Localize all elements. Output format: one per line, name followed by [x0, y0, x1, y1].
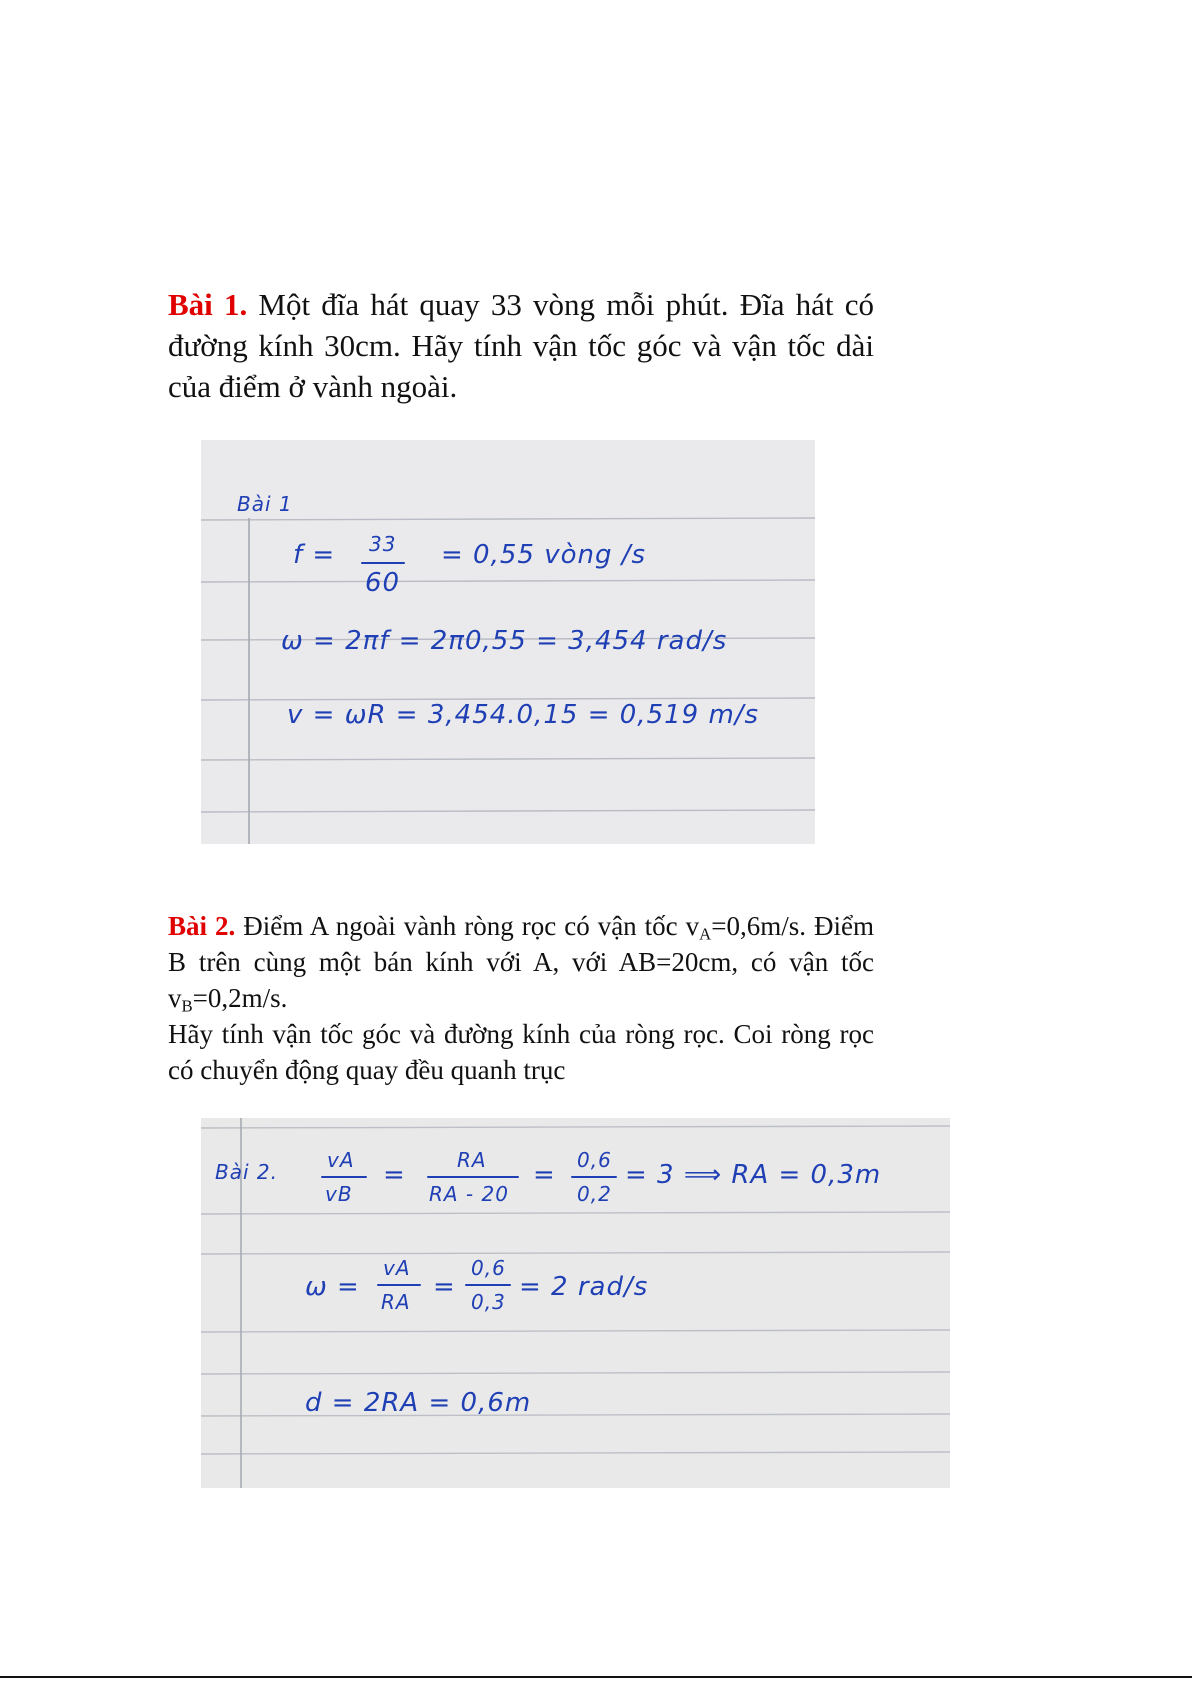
solution-1-omega-line: ω = 2πf = 2π0,55 = 3,454 rad/s — [281, 626, 728, 656]
problem-2-text-part-2: =0,6m/s. Điểm B trên cùng một bán kính với A, với AB=20cm, có vận tốc v — [168, 911, 874, 1013]
solution-1-f-rhs: = 0,55 vòng /s — [441, 540, 647, 570]
solution-1-heading: Bài 1 — [237, 492, 293, 516]
solution-2-omega-lhs: ω = — [305, 1272, 360, 1302]
solution-1-f-numerator: 33 — [369, 532, 397, 556]
problem-2-label: Bài 2. — [168, 911, 236, 941]
solution-2-equals-2: = — [533, 1160, 556, 1190]
solution-2-heading: Bài 2. — [215, 1160, 278, 1184]
problem-2-text-part-3: =0,2m/s. — [192, 983, 288, 1013]
problem-2-text-part-1: Điểm A ngoài vành ròng rọc có vận tốc v — [235, 911, 700, 941]
solution-2-ratio-06: 0,6 — [577, 1148, 612, 1172]
solution-2-omega-vA: vA — [383, 1256, 411, 1280]
solution-1-f-fraction-bar — [361, 562, 405, 564]
page-bottom-rule — [0, 1676, 1192, 1678]
problem-2-subscript-b: B — [181, 996, 193, 1016]
solution-2-ratio-vA: vA — [327, 1148, 355, 1172]
solution-2-fraction-bar-3 — [571, 1176, 617, 1178]
problem-2-text-part-4: Hãy tính vận tốc góc và đường kính của ròng rọc. Coi ròng rọc có chuyển động quay đều quanh trục — [168, 1019, 874, 1085]
solution-2-omega-06: 0,6 — [471, 1256, 506, 1280]
problem-2-subscript-a: A — [699, 924, 712, 944]
solution-2-ratio-vB: vB — [325, 1182, 353, 1206]
solution-2-omega-RA: RA — [381, 1290, 411, 1314]
solution-2-fraction-bar-4 — [377, 1284, 421, 1286]
solution-2-ratio-RA: RA — [457, 1148, 487, 1172]
solution-2-equals-3: = — [433, 1272, 456, 1302]
problem-1-statement — [168, 284, 874, 407]
solution-2-radius-result: = 3 ⟹ RA = 0,3m — [625, 1160, 882, 1190]
solution-2-diameter-line: d = 2RA = 0,6m — [305, 1388, 532, 1418]
solution-2-fraction-bar-5 — [465, 1284, 511, 1286]
handwritten-solution-1-photo — [201, 440, 815, 844]
solution-2-fraction-bar-1 — [321, 1176, 367, 1178]
solution-2-omega-03: 0,3 — [471, 1290, 506, 1314]
solution-1-f-denominator: 60 — [365, 568, 401, 598]
solution-2-equals-1: = — [383, 1160, 406, 1190]
problem-1-label: Bài 1. — [168, 287, 248, 322]
problem-1-text: Một đĩa hát quay 33 vòng mỗi phút. Đĩa hát có đường kính 30cm. Hãy tính vận tốc góc và vận tốc dài của điểm ở vành ngoài. — [168, 287, 874, 404]
solution-2-ratio-02: 0,2 — [577, 1182, 612, 1206]
solution-1-velocity-line: v = ωR = 3,454.0,15 = 0,519 m/s — [287, 700, 760, 730]
solution-1-f-lhs: f = — [293, 540, 336, 570]
solution-2-ratio-RA-minus-20: RA - 20 — [429, 1182, 509, 1206]
handwritten-solution-2-photo — [201, 1118, 950, 1488]
solution-2-fraction-bar-2 — [427, 1176, 519, 1178]
solution-2-omega-result: = 2 rad/s — [519, 1272, 649, 1302]
problem-2-statement — [168, 908, 874, 1088]
